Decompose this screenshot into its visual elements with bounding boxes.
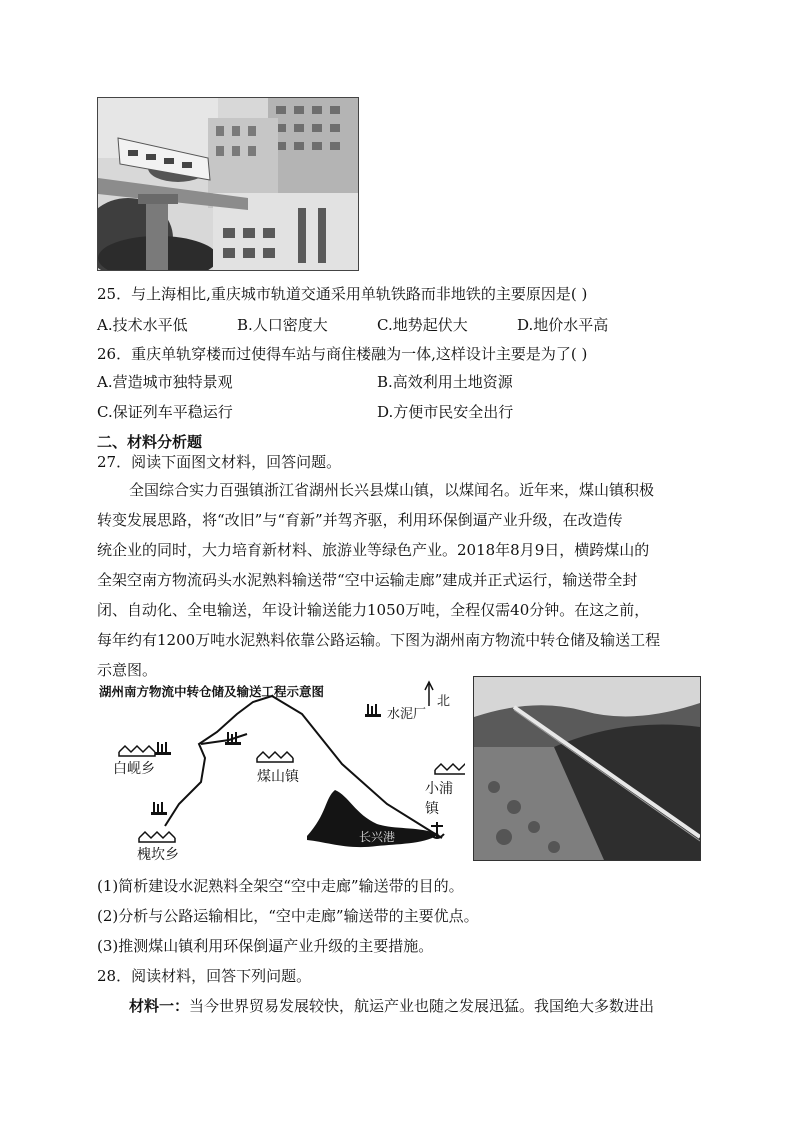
- map-changxinggang-label: 长兴港: [359, 830, 396, 844]
- q27-paragraph: [97, 475, 705, 685]
- logistics-map: [97, 674, 465, 863]
- q28-stem: 28．阅读材料，回答下列问题。: [97, 967, 312, 985]
- map-huaikan-label: 槐坎乡: [137, 847, 179, 863]
- map-north-label: 北: [437, 694, 451, 709]
- q26-option-c[interactable]: C.保证列车平稳运行: [97, 403, 233, 421]
- q28-material-label: 材料一：: [129, 997, 190, 1015]
- q27-paragraph-line: 转变发展思路，将“改旧”与“育新”并驾齐驱，利用环保倒逼产业升级，在改造传: [97, 511, 623, 529]
- q27-question-1: (1)简析建设水泥熟料全架空“空中走廊”输送带的目的。: [97, 877, 464, 895]
- q26-option-d[interactable]: D.方便市民安全出行: [377, 403, 514, 421]
- map-cement-plant-label: 水泥厂: [387, 707, 427, 722]
- q27-paragraph-line: 全架空南方物流码头水泥熟料输送带“空中运输走廊”建成并正式运行，输送带全封: [97, 571, 638, 589]
- q27-question-3: (3)推测煤山镇利用环保倒逼产业升级的主要措施。: [97, 937, 434, 955]
- q27-paragraph-line: 示意图。: [97, 661, 158, 679]
- q25-option-b[interactable]: B.人口密度大: [237, 316, 328, 334]
- map-title: 湖州南方物流中转仓储及输送工程示意图: [99, 684, 325, 699]
- q28-material-text: 当今世界贸易发展较快，航运产业也随之发展迅猛。我国绝大多数进出: [189, 997, 655, 1015]
- q27-stem: 27．阅读下面图文材料，回答问题。: [97, 453, 342, 471]
- q26-stem: 26．重庆单轨穿楼而过使得车站与商住楼融为一体,这样设计主要是为了( ): [97, 345, 588, 363]
- q27-paragraph-line: 每年约有1200万吨水泥熟料依靠公路运输。下图为湖州南方物流中转仓储及输送工程: [97, 631, 661, 649]
- q25-option-c[interactable]: C.地势起伏大: [377, 316, 468, 334]
- map-meishan-label: 煤山镇: [257, 769, 299, 785]
- q27-paragraph-line: 统企业的同时，大力培育新材料、旅游业等绿色产业。2018年8月9日，横跨煤山的: [97, 541, 650, 559]
- section-title: 二、材料分析题: [97, 433, 203, 451]
- q25-stem: 25．与上海相比,重庆城市轨道交通采用单轨铁路而非地铁的主要原因是( ): [97, 285, 588, 303]
- q28-material-1: [129, 996, 654, 1016]
- monorail-photo: [97, 97, 359, 271]
- map-baixian-label: 白岘乡: [113, 761, 155, 777]
- q27-paragraph-line: 全国综合实力百强镇浙江省湖州长兴县煤山镇，以煤闻名。近年来，煤山镇积极: [129, 481, 655, 499]
- q27-question-2: (2)分析与公路运输相比，“空中走廊”输送带的主要优点。: [97, 907, 479, 925]
- q25-option-d[interactable]: D.地价水平高: [517, 316, 609, 334]
- q26-option-b[interactable]: B.高效利用土地资源: [377, 373, 513, 391]
- map-xiaopu-label: 小浦镇: [425, 781, 453, 817]
- conveyor-aerial-photo: [473, 676, 701, 861]
- q26-option-a[interactable]: A.营造城市独特景观: [97, 373, 233, 391]
- q25-option-a[interactable]: A.技术水平低: [97, 316, 188, 334]
- q27-paragraph-line: 闭、自动化、全电输送，年设计输送能力1050万吨，全程仅需40分钟。在这之前，: [97, 601, 650, 619]
